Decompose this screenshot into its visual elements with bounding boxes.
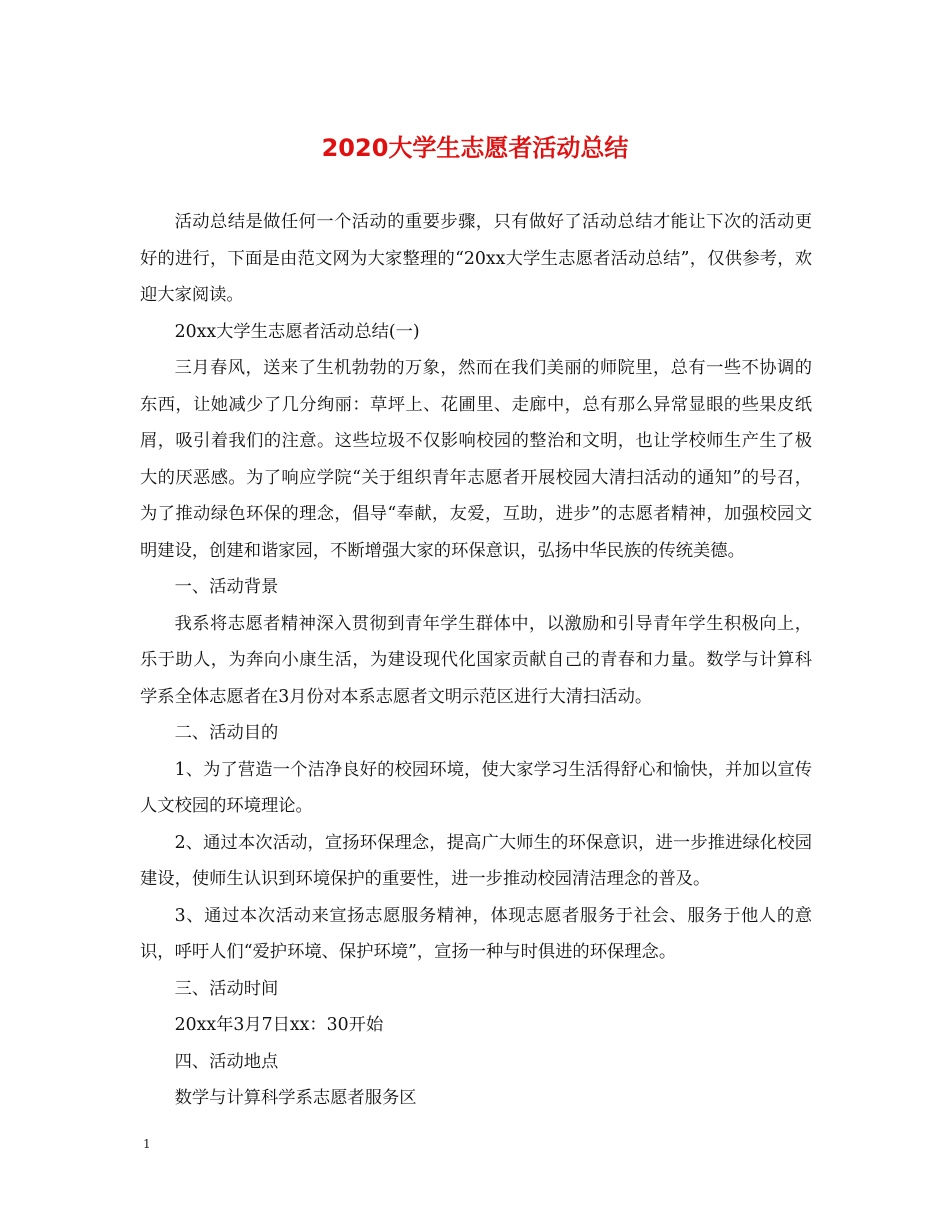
paragraph-purpose-3: 3、通过本次活动来宣扬志愿服务精神，体现志愿者服务于社会、服务于他人的意识，呼吁人们“爱护环境、保护环境”，宣扬一种与时俱进的环保理念。 [140, 905, 812, 962]
heading-location: 四、活动地点 [174, 1051, 279, 1072]
paragraph-purpose-1: 1、为了营造一个洁净良好的校园环境，使大家学习生活得舒心和愉快，并加以宣传人文校园的环境理论。 [140, 759, 812, 816]
paragraph-intro: 活动总结是做任何一个活动的重要步骤，只有做好了活动总结才能让下次的活动更好的进行，下面是由范文网为大家整理的“20xx大学生志愿者活动总结”，仅供参考，欢迎大家阅读。 [140, 212, 812, 305]
heading-purpose: 二、活动目的 [174, 723, 279, 743]
paragraph-section-heading: 20xx大学生志愿者活动总结(一) [174, 321, 420, 342]
document-body [140, 204, 812, 1117]
heading-time: 三、活动时间 [174, 978, 279, 999]
paragraph-spring: 三月春风，送来了生机勃勃的万象，然而在我们美丽的师院里，总有一些不协调的东西，让她减少了几分绚丽：草坪上、花圃里、走廊中，总有那么异常显眼的些果皮纸屑，吸引着我们的注意。这些垃圾不仅影响校园的整治和文明，也让学校师生产生了极大的厌恶感。为了响应学院“关于组织青年志愿者开展校园大清扫活动的通知”的号召，为了推动绿色环保的理念，倡导“奉献，友爱，互助，进步”的志愿者精神，加强校园文明建设，创建和谐家园，不断增强大家的环保意识，弘扬中华民族的传统美德。 [140, 358, 812, 561]
page-number: 1 [143, 1137, 151, 1151]
paragraph-purpose-2: 2、通过本次活动，宣扬环保理念，提高广大师生的环保意识，进一步推进绿化校园建设，使师生认识到环境保护的重要性，进一步推动校园清洁理念的普及。 [140, 832, 812, 889]
paragraph-location: 数学与计算科学系志愿者服务区 [174, 1088, 417, 1108]
paragraph-background: 我系将志愿者精神深入贯彻到青年学生群体中，以激励和引导青年学生积极向上，乐于助人，为奔向小康生活，为建设现代化国家贡献自己的青春和力量。数学与计算科学系全体志愿者在3月份对本系志愿者文明示范区进行大清扫活动。 [140, 613, 812, 707]
paragraph-time: 20xx年3月7日xx：30开始 [174, 1015, 384, 1035]
document-title: 2020大学生志愿者活动总结 [321, 134, 629, 162]
heading-background: 一、活动背景 [174, 577, 279, 597]
